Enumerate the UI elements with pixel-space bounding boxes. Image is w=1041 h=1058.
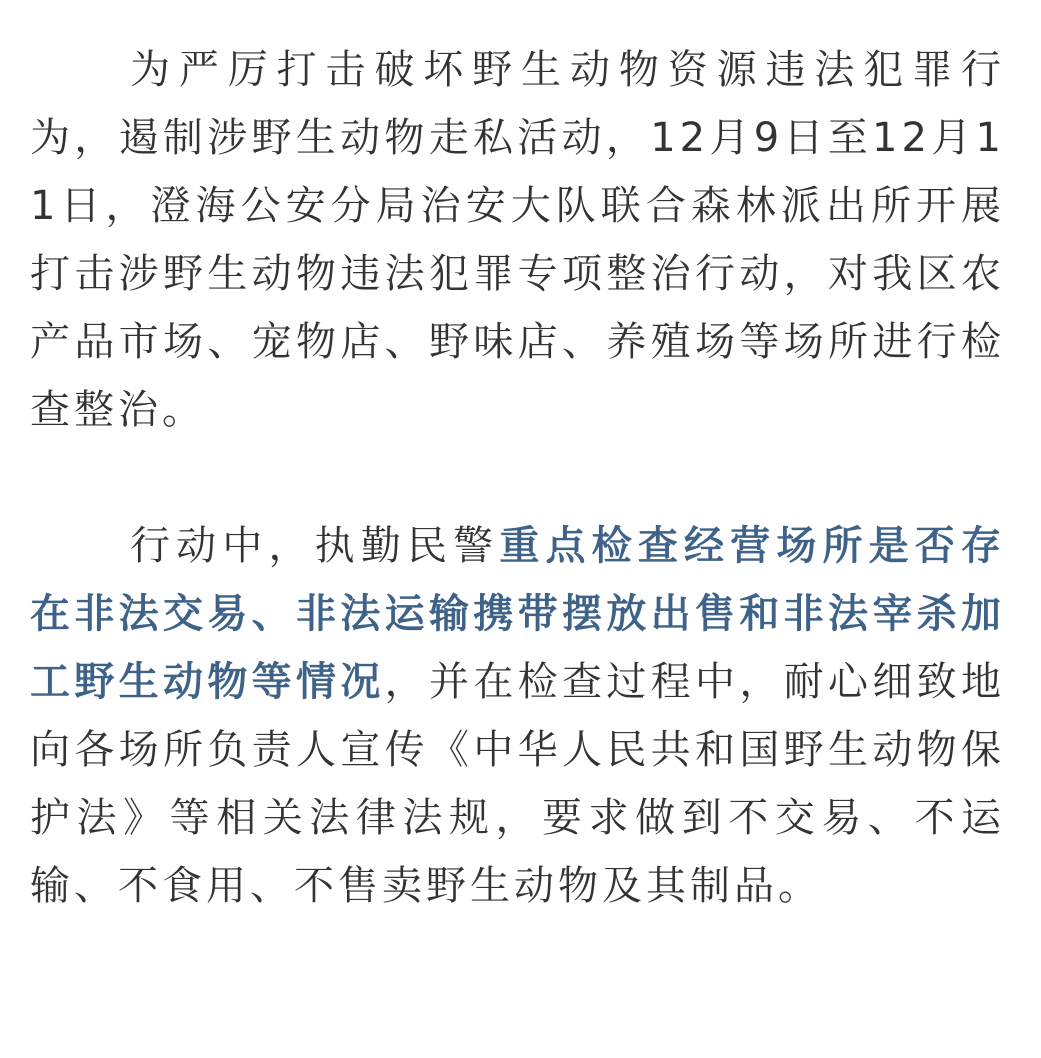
paragraph-2-lead: 行动中，执勤民警: [130, 523, 500, 569]
paragraph-2-highlight: 重点检查经营场所是否存在非法交易、非法运输携带摆放出售和非法宰杀加工野生动物等情况: [30, 523, 1006, 705]
paragraph-2-tail: ，并在检查过程中，耐心细致地向各场所负责人宣传《中华人民共和国野生动物保护法》等相关法律法规，要求做到不交易、不运输、不食用、不售卖野生动物及其制品。: [30, 659, 1006, 909]
paragraph-gap: [30, 444, 1005, 512]
paragraph-2: [30, 512, 1005, 920]
paragraph-1: [30, 36, 1005, 444]
article-body: [30, 36, 1005, 920]
paragraph-1-text: 为严厉打击破坏野生动物资源违法犯罪行为，遏制涉野生动物走私活动，12月9日至12月11日，澄海公安分局治安大队联合森林派出所开展打击涉野生动物违法犯罪专项整治行动，对我区农产品市场、宠物店、野味店、养殖场等场所进行检查整治。: [30, 47, 1005, 433]
